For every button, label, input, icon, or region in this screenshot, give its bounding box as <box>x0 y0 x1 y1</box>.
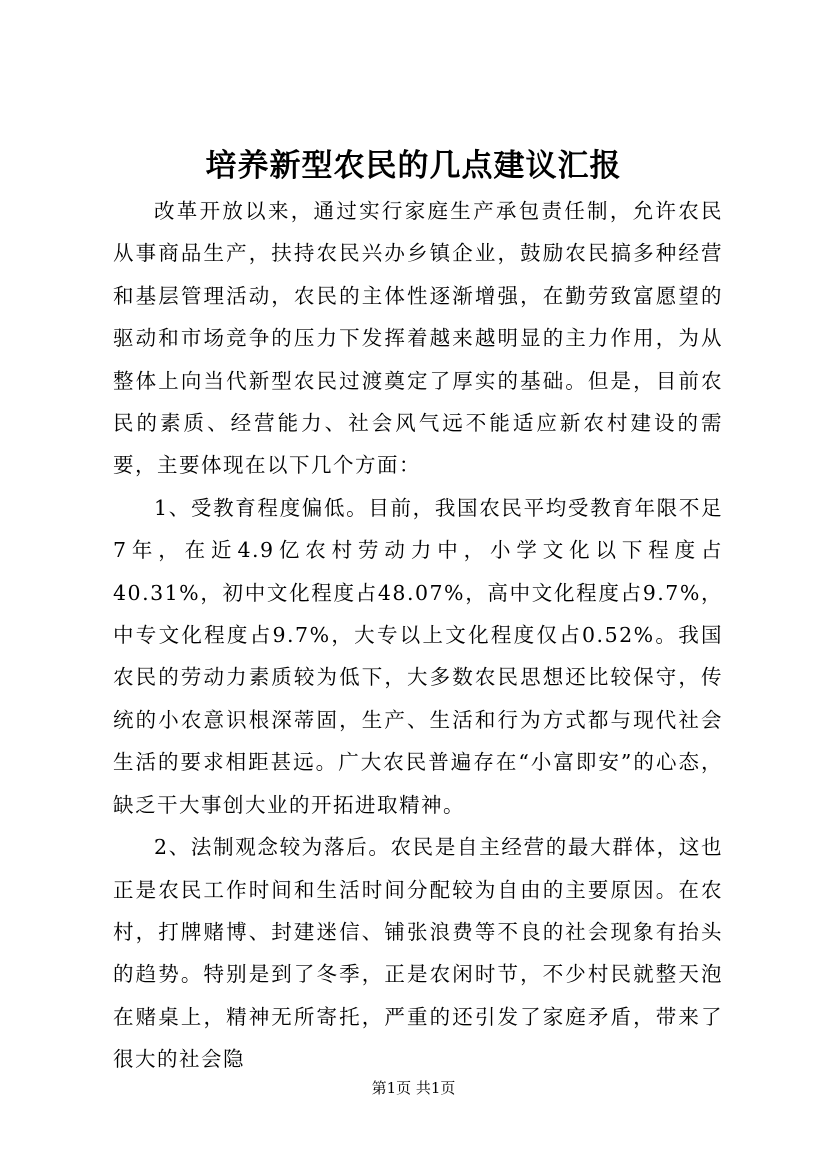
paragraph-education: 1、受教育程度偏低。目前，我国农民平均受教育年限不足7年，在近4.9亿农村劳动力中，小学文化以下程度占40.31%，初中文化程度占48.07%，高中文化程度占9.7%，中专文化程度占9.7%，大专以上文化程度仅占0.52%。我国农民的劳动力素质较为低下，大多数农民思想还比较保守，传统的小农意识根深蒂固，生产、生活和行为方式都与现代社会生活的要求相距甚远。广大农民普遍存在“小富即安”的心态，缺乏干大事创大业的开拓进取精神。 <box>113 495 723 817</box>
page-number-footer: 第1页 共1页 <box>371 1079 456 1097</box>
paragraph-legal: 2、法制观念较为落后。农民是自主经营的最大群体，这也正是农民工作时间和生活时间分配较为自由的主要原因。在农村，打牌赌博、封建迷信、铺张浪费等不良的社会现象有抬头的趋势。特别是到了冬季，正是农闲时节，不少村民就整天泡在赌桌上，精神无所寄托，严重的还引发了家庭矛盾，带来了很大的社会隐 <box>113 835 723 1072</box>
paragraph-intro: 改革开放以来，通过实行家庭生产承包责任制，允许农民从事商品生产，扶持农民兴办乡镇企业，鼓励农民搞多种经营和基层管理活动，农民的主体性逐渐增强，在勤劳致富愿望的驱动和市场竞争的压力下发挥着越来越明显的主力作用，为从整体上向当代新型农民过渡奠定了厚实的基础。但是，目前农民的素质、经营能力、社会风气远不能适应新农村建设的需要，主要体现在以下几个方面： <box>113 199 723 478</box>
document-body <box>113 190 723 1081</box>
document-title: 培养新型农民的几点建议汇报 <box>205 148 622 184</box>
